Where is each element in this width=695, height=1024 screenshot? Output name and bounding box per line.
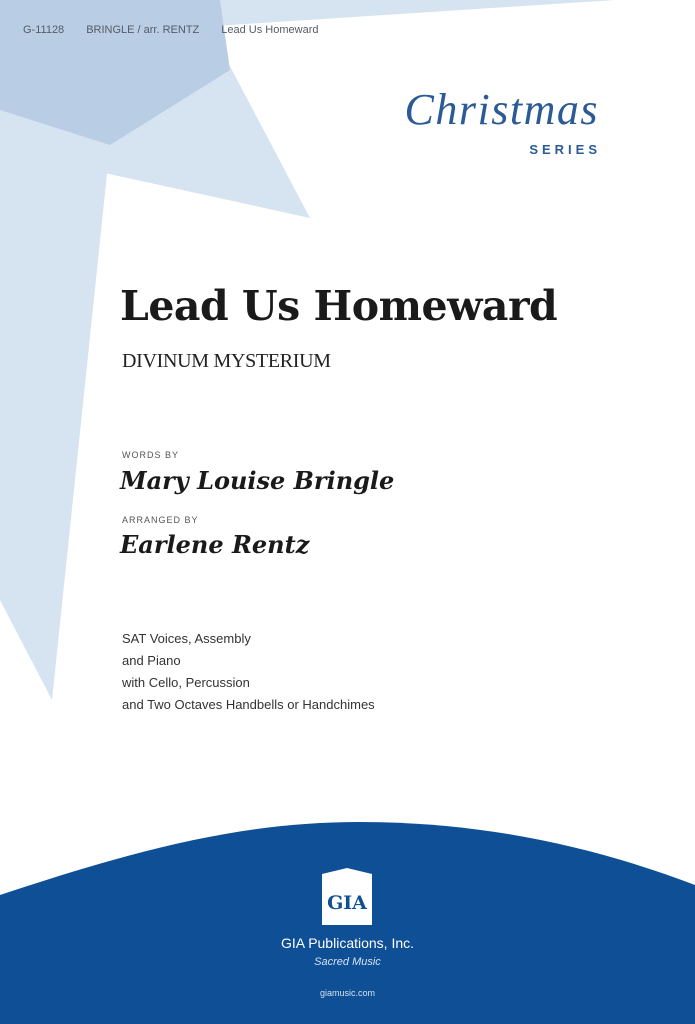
series-label: SERIES	[529, 142, 601, 157]
words-label: WORDS BY	[122, 450, 180, 460]
arranger-name: Earlene Rentz	[120, 530, 310, 559]
series-name: Christmas	[404, 85, 599, 134]
composer-line: BRINGLE / arr. RENTZ	[86, 24, 200, 36]
gia-logo-icon	[318, 868, 376, 928]
header-title: Lead Us Homeward	[221, 24, 319, 36]
words-author: Mary Louise Bringle	[120, 466, 395, 495]
tune-name: DIVINUM MYSTERIUM	[122, 350, 331, 372]
publisher-website[interactable]: giamusic.com	[319, 988, 375, 998]
catalog-number: G-11128	[23, 24, 65, 36]
voicing-line: and Piano	[122, 653, 181, 668]
logo-text: GIA	[327, 892, 367, 914]
publisher-name: GIA Publications, Inc.	[280, 935, 415, 951]
publisher-tagline: Sacred Music	[314, 956, 381, 968]
voicing-line: and Two Octaves Handbells or Handchimes	[122, 697, 375, 712]
page-title: Lead Us Homeward	[120, 282, 558, 330]
arranger-label: ARRANGED BY	[122, 515, 199, 525]
voicing-line: SAT Voices, Assembly	[122, 631, 251, 646]
voicing-line: with Cello, Percussion	[122, 675, 250, 690]
